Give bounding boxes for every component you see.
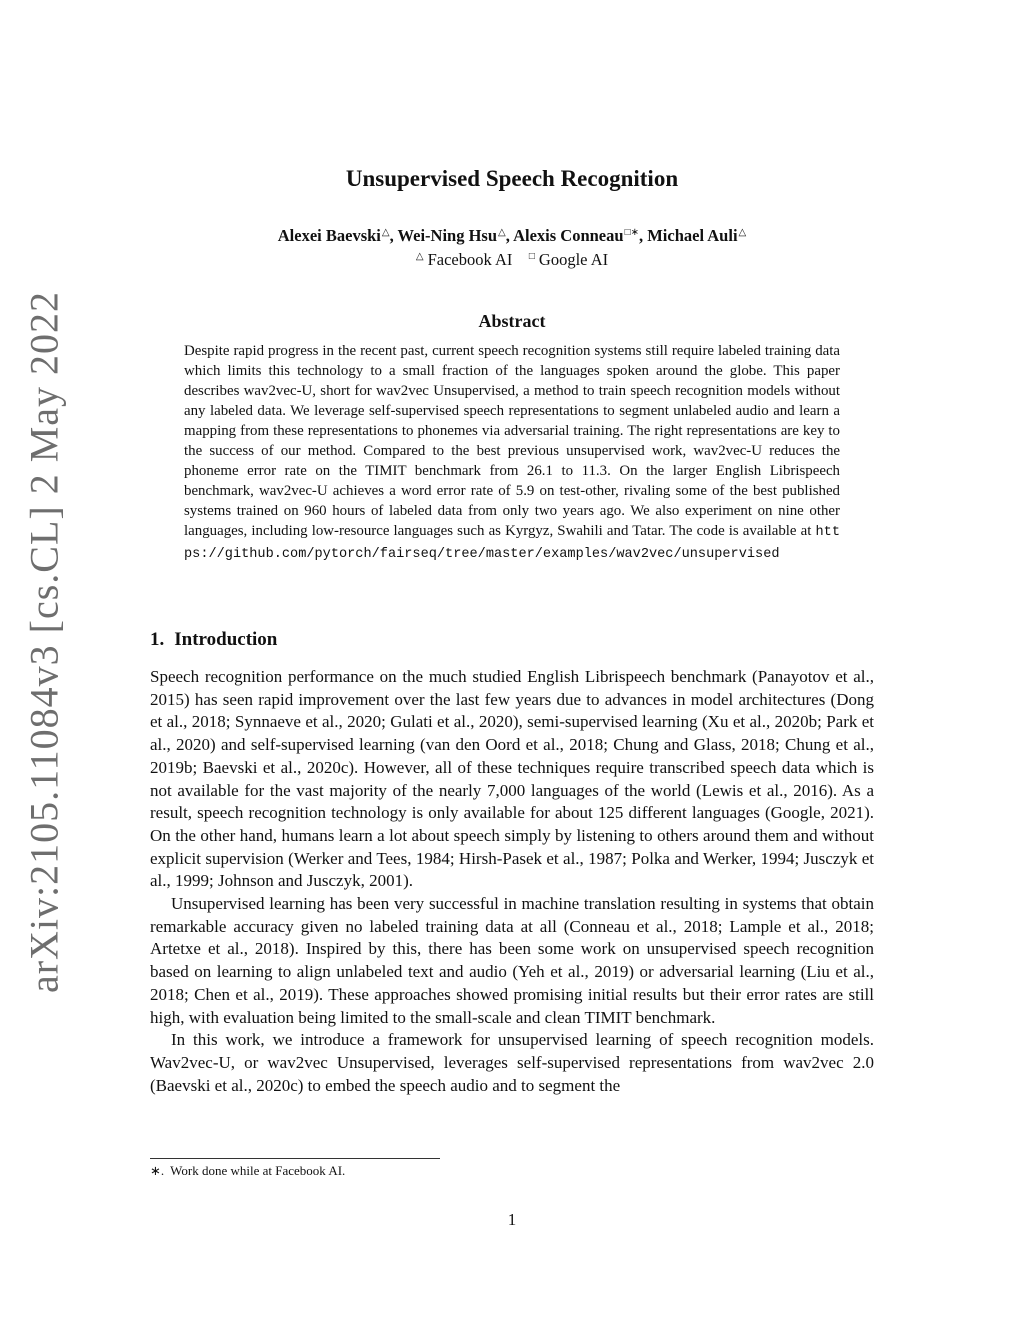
page-number: 1 bbox=[507, 1210, 517, 1229]
introduction-body bbox=[150, 666, 874, 1097]
section-title: Introduction bbox=[174, 629, 278, 650]
footnote-text: Work done while at Facebook AI. bbox=[170, 1163, 346, 1178]
affiliation-mark: □ bbox=[528, 251, 535, 262]
affiliation-name: Google AI bbox=[538, 250, 609, 269]
paragraph: Speech recognition performance on the much studied English Librispeech benchmark (Panayotov et al., 2015) has seen rapid improvement over the last few years due to advances in model architectures (Dong et al., 2018; Synnaeve et al., 2020; Gulati et al., 2020), semi-supervised learning (Xu et al., 2020b; Park et al., 2020) and self-supervised learning (van den Oord et al., 2018; Chung and Glass, 2018; Chung et al., 2019b; Baevski et al., 2020c). However, all of these techniques require transcribed speech data which is not available for the vast majority of the nearly 7,000 languages of the world (Lewis et al., 2016). As a result, speech recognition technology is only available for about 125 different languages (Google, 2021). On the other hand, humans learn a lot about speech simply by listening to others around them and without explicit supervision (Werker and Tees, 1984; Hirsh-Pasek et al., 1987; Polka and Werker, 1994; Jusczyk et al., 1999; Johnson and Jusczyk, 2001). bbox=[150, 667, 874, 891]
footnote-divider bbox=[150, 1158, 440, 1159]
affiliation-mark: △ bbox=[498, 227, 506, 238]
footnote bbox=[150, 1163, 345, 1179]
author-name: Wei-Ning Hsu bbox=[397, 226, 498, 245]
arxiv-identifier: arXiv:2105.11084v3 [cs.CL] 2 May 2022 bbox=[21, 290, 67, 994]
author-separator: , bbox=[505, 226, 514, 245]
affiliation-mark: △ bbox=[415, 251, 424, 262]
affiliation-mark: □∗ bbox=[624, 227, 639, 238]
author-separator: , bbox=[389, 226, 398, 245]
code-link[interactable]: https://github.com/pytorch/fairseq/tree/master/examples/wav2vec/unsupervised bbox=[184, 525, 840, 562]
paragraph: In this work, we introduce a framework for unsupervised learning of speech recognition models. Wav2vec-U, or wav2vec Unsupervised, leverages self-supervised representations from wav2vec 2.0 (Baevski et al., 2020c) to embed the speech audio and to segment the bbox=[150, 1030, 874, 1095]
footnote-marker: ∗. bbox=[150, 1163, 165, 1178]
section-number: 1. bbox=[150, 629, 165, 650]
affiliation-list bbox=[150, 250, 874, 270]
author-separator: , bbox=[638, 226, 648, 245]
author-name: Alexis Conneau bbox=[513, 226, 624, 245]
paper-title: Unsupervised Speech Recognition bbox=[345, 166, 679, 191]
abstract-heading: Abstract bbox=[478, 311, 546, 331]
author-list bbox=[150, 226, 874, 246]
abstract-text: Despite rapid progress in the recent past, current speech recognition systems still require labeled training data which limits this technology to a small fraction of the languages spoken around the globe. This paper describes wav2vec-U, short for wav2vec Unsupervised, a method to train speech recognition models without any labeled data. We leverage self-supervised speech representations to segment unlabeled audio and learn a mapping from these representations to phonemes via adversarial training. The right representations are key to the success of our method. Compared to the best previous unsupervised work, wav2vec-U reduces the phoneme error rate on the TIMIT benchmark from 26.1 to 11.3. On the larger English Librispeech benchmark, wav2vec-U achieves a word error rate of 5.9 on test-other, rivaling some of the best published systems trained on 960 hours of labeled data from only two years ago. We also experiment on nine other languages, including low-resource languages such as Kyrgyz, Swahili and Tatar. The code is available at bbox=[184, 343, 840, 539]
affiliation-mark: △ bbox=[738, 227, 747, 238]
section-heading bbox=[150, 629, 277, 651]
author-name: Alexei Baevski bbox=[277, 226, 381, 245]
paragraph: Unsupervised learning has been very successful in machine translation resulting in systems that obtain remarkable accuracy given no labeled training data at all (Conneau et al., 2018; Lample et al., 2018; Artetxe et al., 2018). Inspired by this, there has been some work on unsupervised speech recognition based on learning to align unlabeled text and audio (Yeh et al., 2019) or adversarial learning (Liu et al., 2018; Chen et al., 2019). These approaches showed promising initial results but their error rates are still high, with evaluation being limited to the small-scale and clean TIMIT benchmark. bbox=[150, 894, 874, 1027]
affiliation-name: Facebook AI bbox=[427, 250, 513, 269]
affiliation-mark: △ bbox=[381, 227, 390, 238]
abstract-body bbox=[184, 341, 840, 565]
author-name: Michael Auli bbox=[647, 226, 738, 245]
